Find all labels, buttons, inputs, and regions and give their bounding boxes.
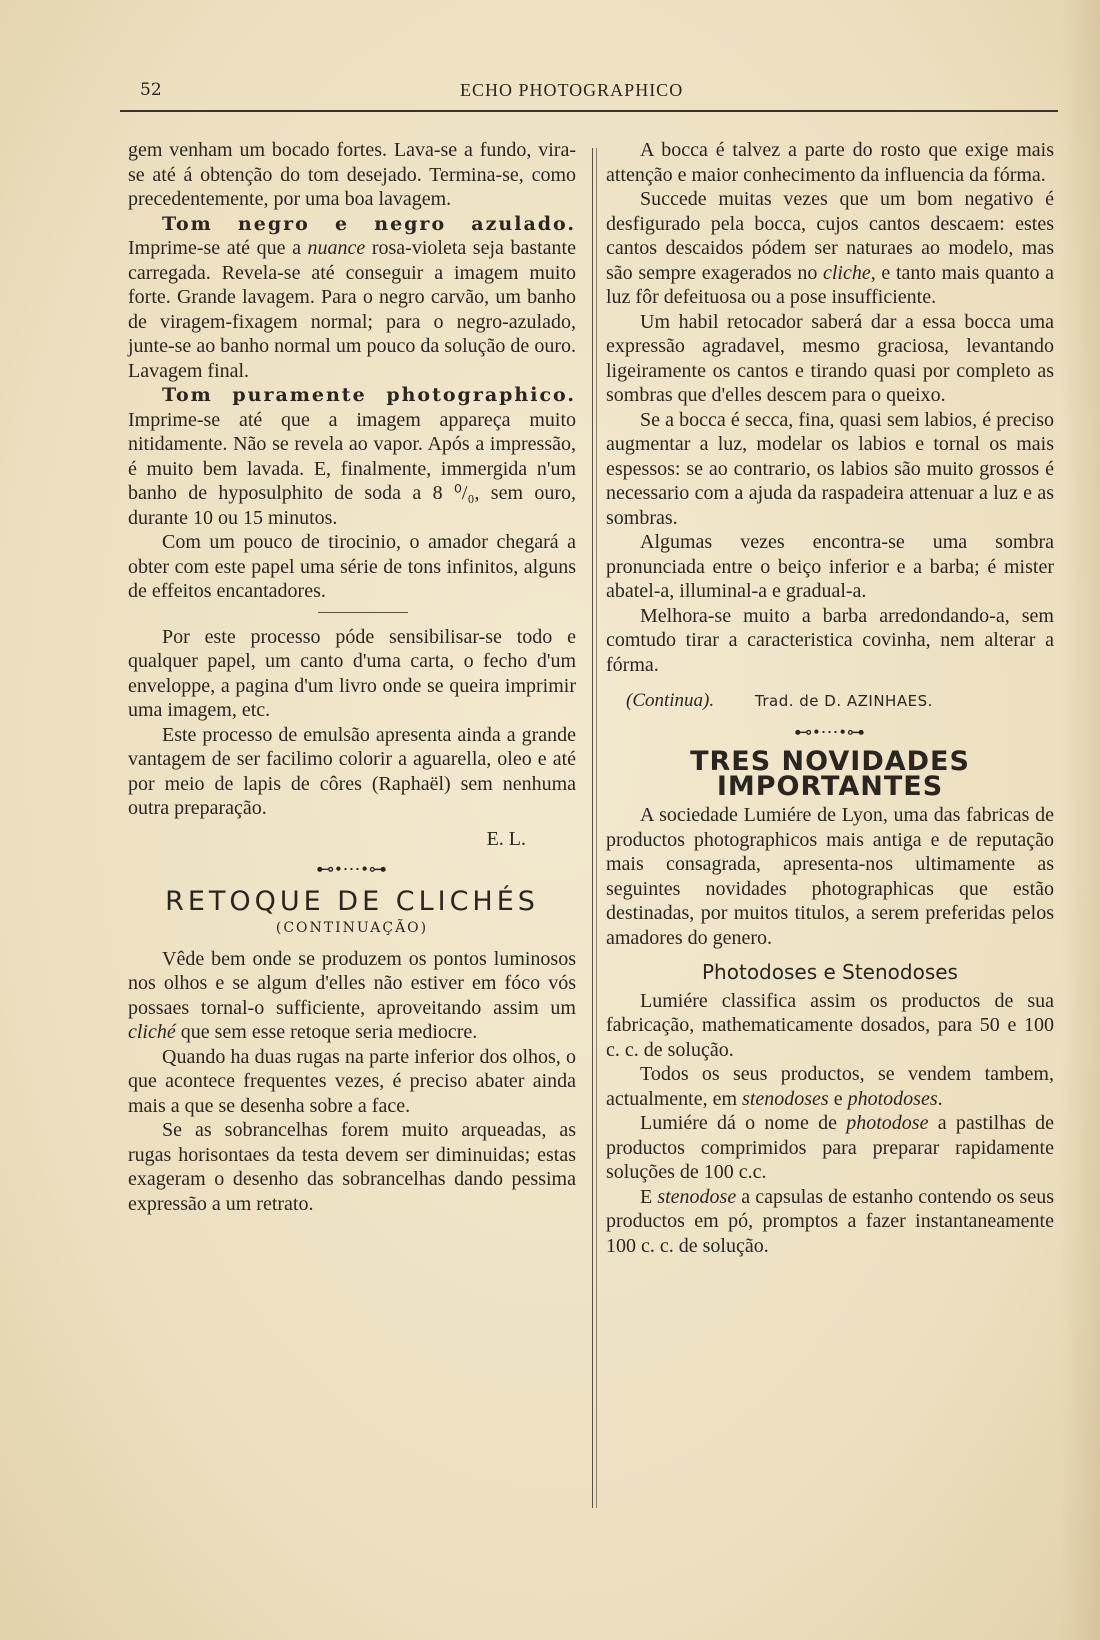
- italic-term: cliche: [823, 261, 871, 284]
- ornament-divider: ⊷•⋯•⊶: [316, 859, 388, 879]
- paragraph: [606, 1111, 1054, 1185]
- text-run: .: [937, 1087, 943, 1110]
- paragraph: Se as sobrancelhas forem muito arqueadas, as rugas horisontaes da testa devem ser diminuidas; estas exageram o desenho das sobrancelhas dando pessima expressão a um retrato.: [128, 1119, 576, 1215]
- italic-term: cliché: [128, 1021, 176, 1043]
- italic-term: photodose: [846, 1112, 929, 1134]
- section-subtitle: (CONTINUAÇÃO): [275, 920, 429, 936]
- text-run: a pastilhas de productos comprimidos para preparar rapidamente soluções de 100 c.c.: [606, 1112, 1054, 1183]
- translator-credit: Trad. de D. AZINHAES.: [754, 692, 933, 710]
- paragraph: gem venham um bocado fortes. Lava-se a fundo, vira-se até á obtenção do tom desejado. Termina-se, como precedentemente, por uma boa lavagem.: [128, 139, 576, 210]
- paragraph: Por este processo póde sensibilisar-se todo e qualquer papel, um canto d'uma carta, o fecho d'um enveloppe, a pagina d'um livro onde se queira imprimir uma imagem, etc.: [128, 625, 576, 721]
- right-column: [606, 138, 1054, 1258]
- paragraph-heading: Tom puramente photographico.: [162, 384, 576, 406]
- page-number: 52: [140, 80, 162, 100]
- text-run: Lumiére dá o nome de: [640, 1112, 847, 1134]
- paragraph: A bocca é talvez a parte do rosto que exige mais attenção e maior conhecimento da influencia da fórma.: [606, 139, 1054, 186]
- paragraph: Este processo de emulsão apresenta ainda a grande vantagem de ser facilimo colorir a aguarella, oleo e até por meio de lapis de côres (Raphaël) sem nenhuma outra preparação.: [128, 723, 576, 819]
- paragraph: [606, 1062, 1054, 1111]
- text-run: Todos os seus productos, se vendem tambem, actualmente, em: [606, 1063, 1054, 1110]
- text-run: Vêde bem onde se produzem os pontos luminosos nos olhos e se algum d'elles não estiver em fóco vós possaes tornal-o sufficiente, aproveitando assim um: [128, 947, 576, 1019]
- italic-term: stenodose: [657, 1185, 737, 1208]
- text-run: Imprime-se até que a imagem appareça muito nitidamente. Não se revela ao vapor. Após a impressão, é muito bem lavada. E, finalmente, immergida n'um banho de hyposulphito de soda a 8 ⁰/₀, sem ouro, durante 10 ou 15 minutos.: [128, 408, 576, 529]
- text-run: a capsulas de estanho contendo os seus productos em pó, promptos a fazer instantaneamente 100 c. c. de solução.: [606, 1185, 1054, 1257]
- text-run: Succede muitas vezes que um bom negativo é desfigurado pela bocca, cujos cantos descaem: estes cantos descaidos pódem ser naturaes ao modelo, mas são sempre exagerados no: [606, 188, 1054, 284]
- paragraph: Lumiére classifica assim os productos de sua fabricação, mathematicamente dosados, para 50 e 100 c. c. de solução.: [606, 989, 1054, 1061]
- italic-term: stenodoses: [742, 1087, 829, 1110]
- paragraph: [128, 947, 576, 1045]
- section-title: TRES NOVIDADES IMPORTANTES: [690, 746, 970, 802]
- page-header: [140, 72, 1060, 112]
- paragraph: Com um pouco de tirocinio, o amador chegará a obter com este papel uma série de tons infinitos, alguns de effeitos encantadores.: [128, 531, 576, 602]
- header-rule: [120, 110, 1058, 112]
- subsection-title: Photodoses e Stenodoses: [702, 960, 958, 984]
- text-run: e: [828, 1087, 848, 1110]
- paragraph: [606, 187, 1054, 310]
- paragraph: Algumas vezes encontra-se uma sombra pronunciada entre o beiço inferior e a barba; é mister abatel-a, illuminal-a e gradual-a.: [606, 531, 1054, 602]
- text-run: que sem esse retoque seria mediocre.: [175, 1021, 478, 1043]
- article-credit: [626, 689, 1054, 714]
- ornament-divider: ⊷•⋯•⊶: [794, 721, 866, 742]
- paragraph: A sociedade Lumiére de Lyon, uma das fabricas de productos photographicos mais antiga e de reputação mais consagrada, apresenta-nos ultimamente as seguintes novidades photographicas que estão destinadas, por muitos titulos, a serem preferidas pelos amadores do genero.: [606, 804, 1054, 949]
- text-run: E: [640, 1185, 658, 1208]
- section-title: RETOQUE DE CLICHÉS: [165, 885, 539, 917]
- italic-term: nuance: [307, 237, 366, 259]
- paragraph: Se a bocca é secca, fina, quasi sem labios, é preciso augmentar a luz, modelar os labios e tornal os mais espessos: se ao contrario, os labios são muito grossos é necessario com a ajuda da raspadeira attenuar a luz e as sombras.: [606, 408, 1054, 529]
- signature: E. L.: [486, 827, 526, 850]
- column-divider: [592, 148, 593, 1508]
- italic-term: photodoses: [847, 1087, 938, 1110]
- paragraph: Melhora-se muito a barba arredondando-a, sem comtudo tirar a caracteristica covinha, nem alterar a fórma.: [606, 604, 1054, 676]
- paragraph: [606, 1185, 1054, 1259]
- running-title: ECHO PHOTOGRAPHICO: [460, 80, 684, 100]
- text-run: rosa-violeta seja bastante carregada. Revela-se até conseguir a imagem muito forte. Grande lavagem. Para o negro carvão, um banho de viragem-fixagem normal; para o negro-azulado, junte-se ao banho normal um pouco da solução de ouro. Lavagem final.: [128, 237, 576, 382]
- left-column: [128, 138, 576, 1216]
- paragraph: [128, 383, 576, 530]
- paragraph: Quando ha duas rugas na parte inferior dos olhos, o que acontece frequentes vezes, é preciso abater ainda mais a que se desenha sobre a face.: [128, 1045, 576, 1117]
- text-run: Imprime-se até que a: [128, 237, 308, 259]
- text-run: , e tanto mais quanto a luz fôr defeituosa ou a pose insufficiente.: [606, 261, 1054, 308]
- short-rule: [318, 612, 408, 613]
- paragraph-heading: Tom negro e negro azulado.: [162, 212, 576, 235]
- paragraph: [128, 212, 576, 384]
- paragraph: Um habil retocador saberá dar a essa bocca uma expressão agradavel, mesmo graciosa, levantando ligeiramente os cantos e tirando quasi por completo as sombras que d'elles descem para o queixo.: [606, 310, 1054, 406]
- continua-note: (Continua).: [626, 690, 715, 711]
- column-divider-inner: [596, 148, 597, 1508]
